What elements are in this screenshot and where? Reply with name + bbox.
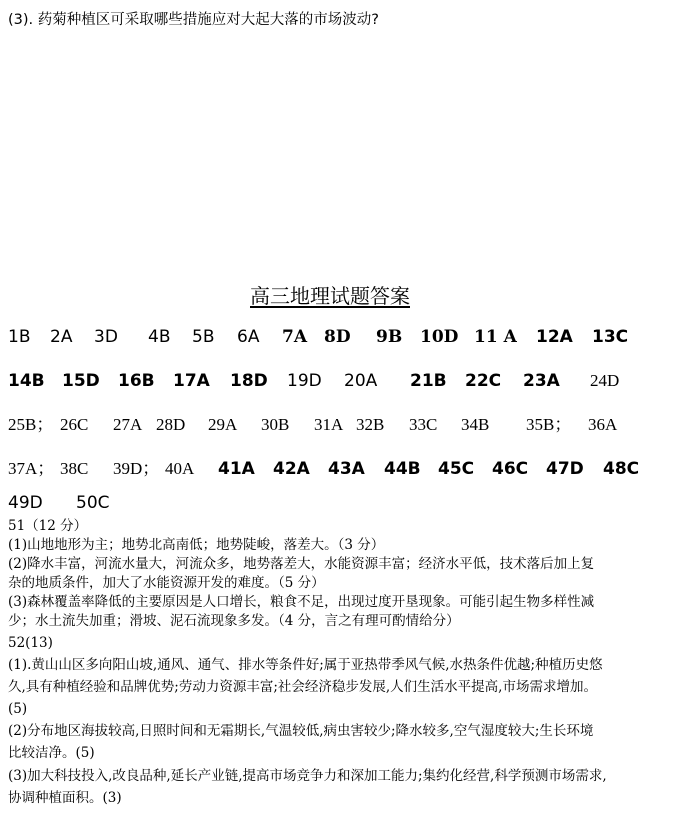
answer-item: 38C — [60, 459, 89, 478]
answer-item: 43A — [328, 459, 365, 479]
answer-item: 6A — [237, 327, 260, 347]
q52-line: (1).黄山山区多向阳山坡,通风、通气、排水等条件好;属于亚热带季风气候,水热条件优越;种植历史悠 — [8, 657, 603, 673]
answer-item: 29A — [208, 415, 238, 434]
answer-item: 36A — [588, 415, 618, 434]
answer-item: 16B — [118, 371, 155, 391]
answer-item: 23A — [523, 371, 560, 391]
q51-line: (1)山地地形为主；地势北高南低；地势陡峻，落差大。（3 分） — [8, 537, 385, 553]
q51-line: 少；水土流失加重；滑坡、泥石流现象多发。（4 分，言之有理可酌情给分） — [8, 613, 460, 629]
answer-item: 10D — [420, 327, 459, 347]
answer-item: 30B — [261, 415, 290, 434]
answer-item: 34B — [461, 415, 490, 434]
answer-item: 4B — [148, 327, 171, 347]
answer-item: 20A — [344, 371, 378, 391]
answer-item: 44B — [384, 459, 421, 479]
answer-item: 1B — [8, 327, 31, 347]
answer-item: 46C — [492, 459, 529, 479]
answer-item: 19D — [287, 371, 322, 391]
q51-line: 杂的地质条件，加大了水能资源开发的难度。（5 分） — [8, 575, 325, 591]
q51-line: (2)降水丰富，河流水量大，河流众多，地势落差大，水能资源丰富；经济水平低，技术落后加上复 — [8, 556, 595, 572]
answer-item: 11 A — [474, 327, 517, 347]
answer-item: 15D — [62, 371, 100, 391]
answer-title — [0, 280, 660, 309]
q52-line: 协调种植面积。(3) — [8, 790, 122, 806]
answer-item: 48C — [603, 459, 640, 479]
q52-line: (5) — [8, 701, 28, 717]
answer-item: 26C — [60, 415, 89, 434]
q52-line: (2)分布地区海拔较高,日照时间和无霜期长,气温较低,病虫害较少;降水较多,空气湿度较大;生长环境 — [8, 723, 594, 739]
answer-item: 9B — [376, 327, 403, 347]
answer-item: 24D — [590, 371, 620, 390]
q52-line: 比较洁净。(5) — [8, 745, 95, 761]
answer-item: 47D — [546, 459, 584, 479]
answer-item: 27A — [113, 415, 143, 434]
answer-item: 49D — [8, 493, 43, 513]
answer-item: 13C — [592, 327, 629, 347]
q51-line: (3)森林覆盖率降低的主要原因是人口增长，粮食不足，出现过度开垦现象。可能引起生物多样性减 — [8, 594, 595, 610]
answer-item: 3D — [94, 327, 118, 347]
answer-item: 42A — [273, 459, 310, 479]
answer-item: 7A — [282, 327, 308, 347]
answer-item: 28D — [156, 415, 186, 434]
answer-item: 25B； — [8, 415, 54, 434]
answer-item: 37A； — [8, 459, 55, 478]
answer-item: 21B — [410, 371, 447, 391]
answer-item: 40A — [165, 459, 195, 478]
answer-item: 33C — [409, 415, 438, 434]
q51-header: 51（12 分） — [8, 518, 88, 534]
answer-item: 41A — [218, 459, 255, 479]
q52-line: (3)加大科技投入,改良品种,延长产业链,提高市场竞争力和深加工能力;集约化经营,科学预测市场需求, — [8, 768, 607, 784]
answer-item: 39D； — [113, 459, 160, 478]
answer-item: 5B — [192, 327, 215, 347]
answer-item: 18D — [230, 371, 268, 391]
q52-line: 久,具有种植经验和品牌优势;劳动力资源丰富;社会经济稳步发展,人们生活水平提高,市场需求增加。 — [8, 679, 597, 695]
question-3-text: (3). 药菊种植区可采取哪些措施应对大起大落的市场波动? — [8, 12, 379, 28]
answer-item: 22C — [465, 371, 502, 391]
answer-item: 17A — [173, 371, 210, 391]
answer-item: 12A — [536, 327, 573, 347]
answer-item: 50C — [76, 493, 110, 513]
answer-item: 32B — [356, 415, 385, 434]
answer-item: 31A — [314, 415, 344, 434]
answer-item: 8D — [324, 327, 351, 347]
q52-header: 52(13) — [8, 635, 53, 651]
answer-title-text: 高三地理试题答案 — [250, 284, 410, 308]
answer-item: 14B — [8, 371, 45, 391]
answer-item: 45C — [438, 459, 475, 479]
answer-item: 35B； — [526, 415, 572, 434]
answer-item: 2A — [50, 327, 73, 347]
